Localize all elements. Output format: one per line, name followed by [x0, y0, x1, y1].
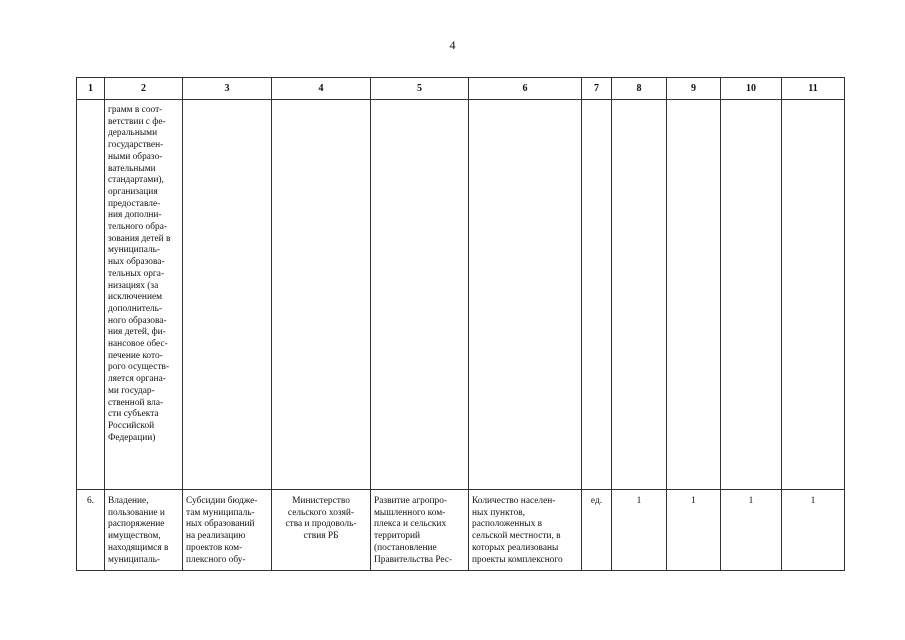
- cell-text-line: ми государ-: [108, 385, 155, 396]
- cell-text-line: сельской местности, в: [472, 531, 561, 542]
- cell-text-line: плекса и сельских: [374, 519, 447, 530]
- col-header-1: 1: [77, 78, 105, 100]
- cell-text-line: ных пунктов,: [472, 507, 525, 518]
- col-header-7: 7: [582, 78, 612, 100]
- cell-empty: [582, 100, 612, 490]
- cell-text-line: Количество населен-: [472, 496, 556, 506]
- cell-text-line: которых реализованы: [472, 542, 559, 553]
- cell-text-line: Правительства Рес-: [374, 554, 453, 565]
- col-header-10: 10: [721, 78, 782, 100]
- cell-text-line: муниципаль-: [108, 245, 161, 256]
- cell-text-line: ляется органа-: [108, 374, 166, 385]
- cell-indicator: [469, 490, 582, 571]
- cell-text-line: ствия РБ: [303, 531, 339, 542]
- cell-text-line: Министерство: [292, 496, 350, 506]
- cell-text-line: на реализацию: [186, 531, 246, 542]
- cell-text-line: тельных орга-: [108, 268, 165, 279]
- cell-empty: [371, 100, 469, 490]
- cell-text-line: пользование и: [108, 507, 165, 518]
- col-header-4: 4: [272, 78, 371, 100]
- cell-text-line: проекты комплексного: [472, 554, 563, 565]
- cell-unit: ед.: [582, 490, 612, 571]
- cell-text-line: ных образова-: [108, 257, 165, 268]
- program-table: [76, 77, 845, 571]
- cell-text-line: ства и продоволь-: [285, 519, 357, 530]
- cell-text-line: ного образова-: [108, 315, 167, 326]
- cell-text-line: предоставле-: [108, 198, 161, 209]
- cell-text-line: Развитие агропро-: [374, 496, 448, 506]
- cell-empty: [77, 100, 105, 490]
- cell-text-line: Владение,: [108, 496, 149, 506]
- cell-value-9: 1: [667, 490, 721, 571]
- col-header-3: 3: [183, 78, 272, 100]
- cell-text-line: ния детей, фи-: [108, 327, 166, 338]
- cell-empty: [782, 100, 845, 490]
- cell-text-line: территорий: [374, 531, 421, 542]
- cell-empty: [183, 100, 272, 490]
- cell-text-line: плексного обу-: [186, 554, 246, 565]
- cell-text-line: сти субъекта: [108, 409, 159, 420]
- cell-text-line: Субсидии бюдже-: [186, 496, 258, 506]
- cell-continuation-text: [105, 100, 183, 490]
- table-row-continuation: [77, 100, 845, 490]
- cell-text-line: деральными: [108, 128, 158, 139]
- cell-text-line: нансовое обес-: [108, 339, 168, 350]
- cell-ministry: [272, 490, 371, 571]
- cell-funding: [183, 490, 272, 571]
- cell-text-line: распоряжение: [108, 519, 165, 530]
- cell-text-line: рого осуществ-: [108, 362, 170, 373]
- cell-value-10: 1: [721, 490, 782, 571]
- cell-text-line: зования детей в: [108, 233, 171, 244]
- cell-authority: [105, 490, 183, 571]
- cell-text-line: имуществом,: [108, 531, 161, 542]
- cell-text-line: вательными: [108, 163, 156, 174]
- cell-text-line: дополнитель-: [108, 303, 163, 314]
- cell-text-line: ных образований: [186, 519, 255, 530]
- table-row: [77, 490, 845, 571]
- cell-empty: [272, 100, 371, 490]
- cell-empty: [721, 100, 782, 490]
- cell-text-line: ветствии с фе-: [108, 116, 166, 127]
- cell-text-line: государствен-: [108, 140, 164, 151]
- cell-empty: [612, 100, 667, 490]
- cell-value-8: 1: [612, 490, 667, 571]
- header-row: [77, 78, 845, 100]
- cell-text-line: стандартами),: [108, 175, 164, 186]
- col-header-9: 9: [667, 78, 721, 100]
- cell-text-line: ния дополни-: [108, 210, 162, 221]
- cell-text-line: ными образо-: [108, 151, 163, 162]
- cell-text-line: мышленного ком-: [374, 507, 446, 518]
- col-header-6: 6: [469, 78, 582, 100]
- page-number: 4: [449, 38, 456, 52]
- cell-text-line: низациях (за: [108, 280, 159, 291]
- col-header-11: 11: [782, 78, 845, 100]
- col-header-2: 2: [105, 78, 183, 100]
- cell-text-line: исключением: [108, 292, 163, 303]
- cell-text-line: находящимся в: [108, 542, 169, 553]
- cell-text-line: печение кото-: [108, 350, 163, 361]
- cell-text-line: муниципаль-: [108, 554, 161, 565]
- cell-text-line: Российской: [108, 420, 155, 431]
- cell-empty: [667, 100, 721, 490]
- cell-text-line: грамм в соот-: [108, 105, 163, 115]
- cell-text-line: ственной вла-: [108, 397, 164, 408]
- row-number: 6.: [77, 490, 105, 571]
- cell-empty: [469, 100, 582, 490]
- cell-text-line: (постановление: [374, 542, 437, 553]
- cell-text-line: расположенных в: [472, 519, 543, 530]
- col-header-5: 5: [371, 78, 469, 100]
- col-header-8: 8: [612, 78, 667, 100]
- cell-text-line: организация: [108, 186, 158, 197]
- cell-text-line: Федерации): [108, 432, 156, 443]
- cell-text-line: сельского хозяй-: [287, 507, 355, 518]
- cell-text-line: проектов ком-: [186, 542, 243, 553]
- cell-value-11: 1: [782, 490, 845, 571]
- cell-text-line: там муниципаль-: [186, 507, 255, 518]
- cell-program: [371, 490, 469, 571]
- cell-text-line: тельного обра-: [108, 222, 167, 233]
